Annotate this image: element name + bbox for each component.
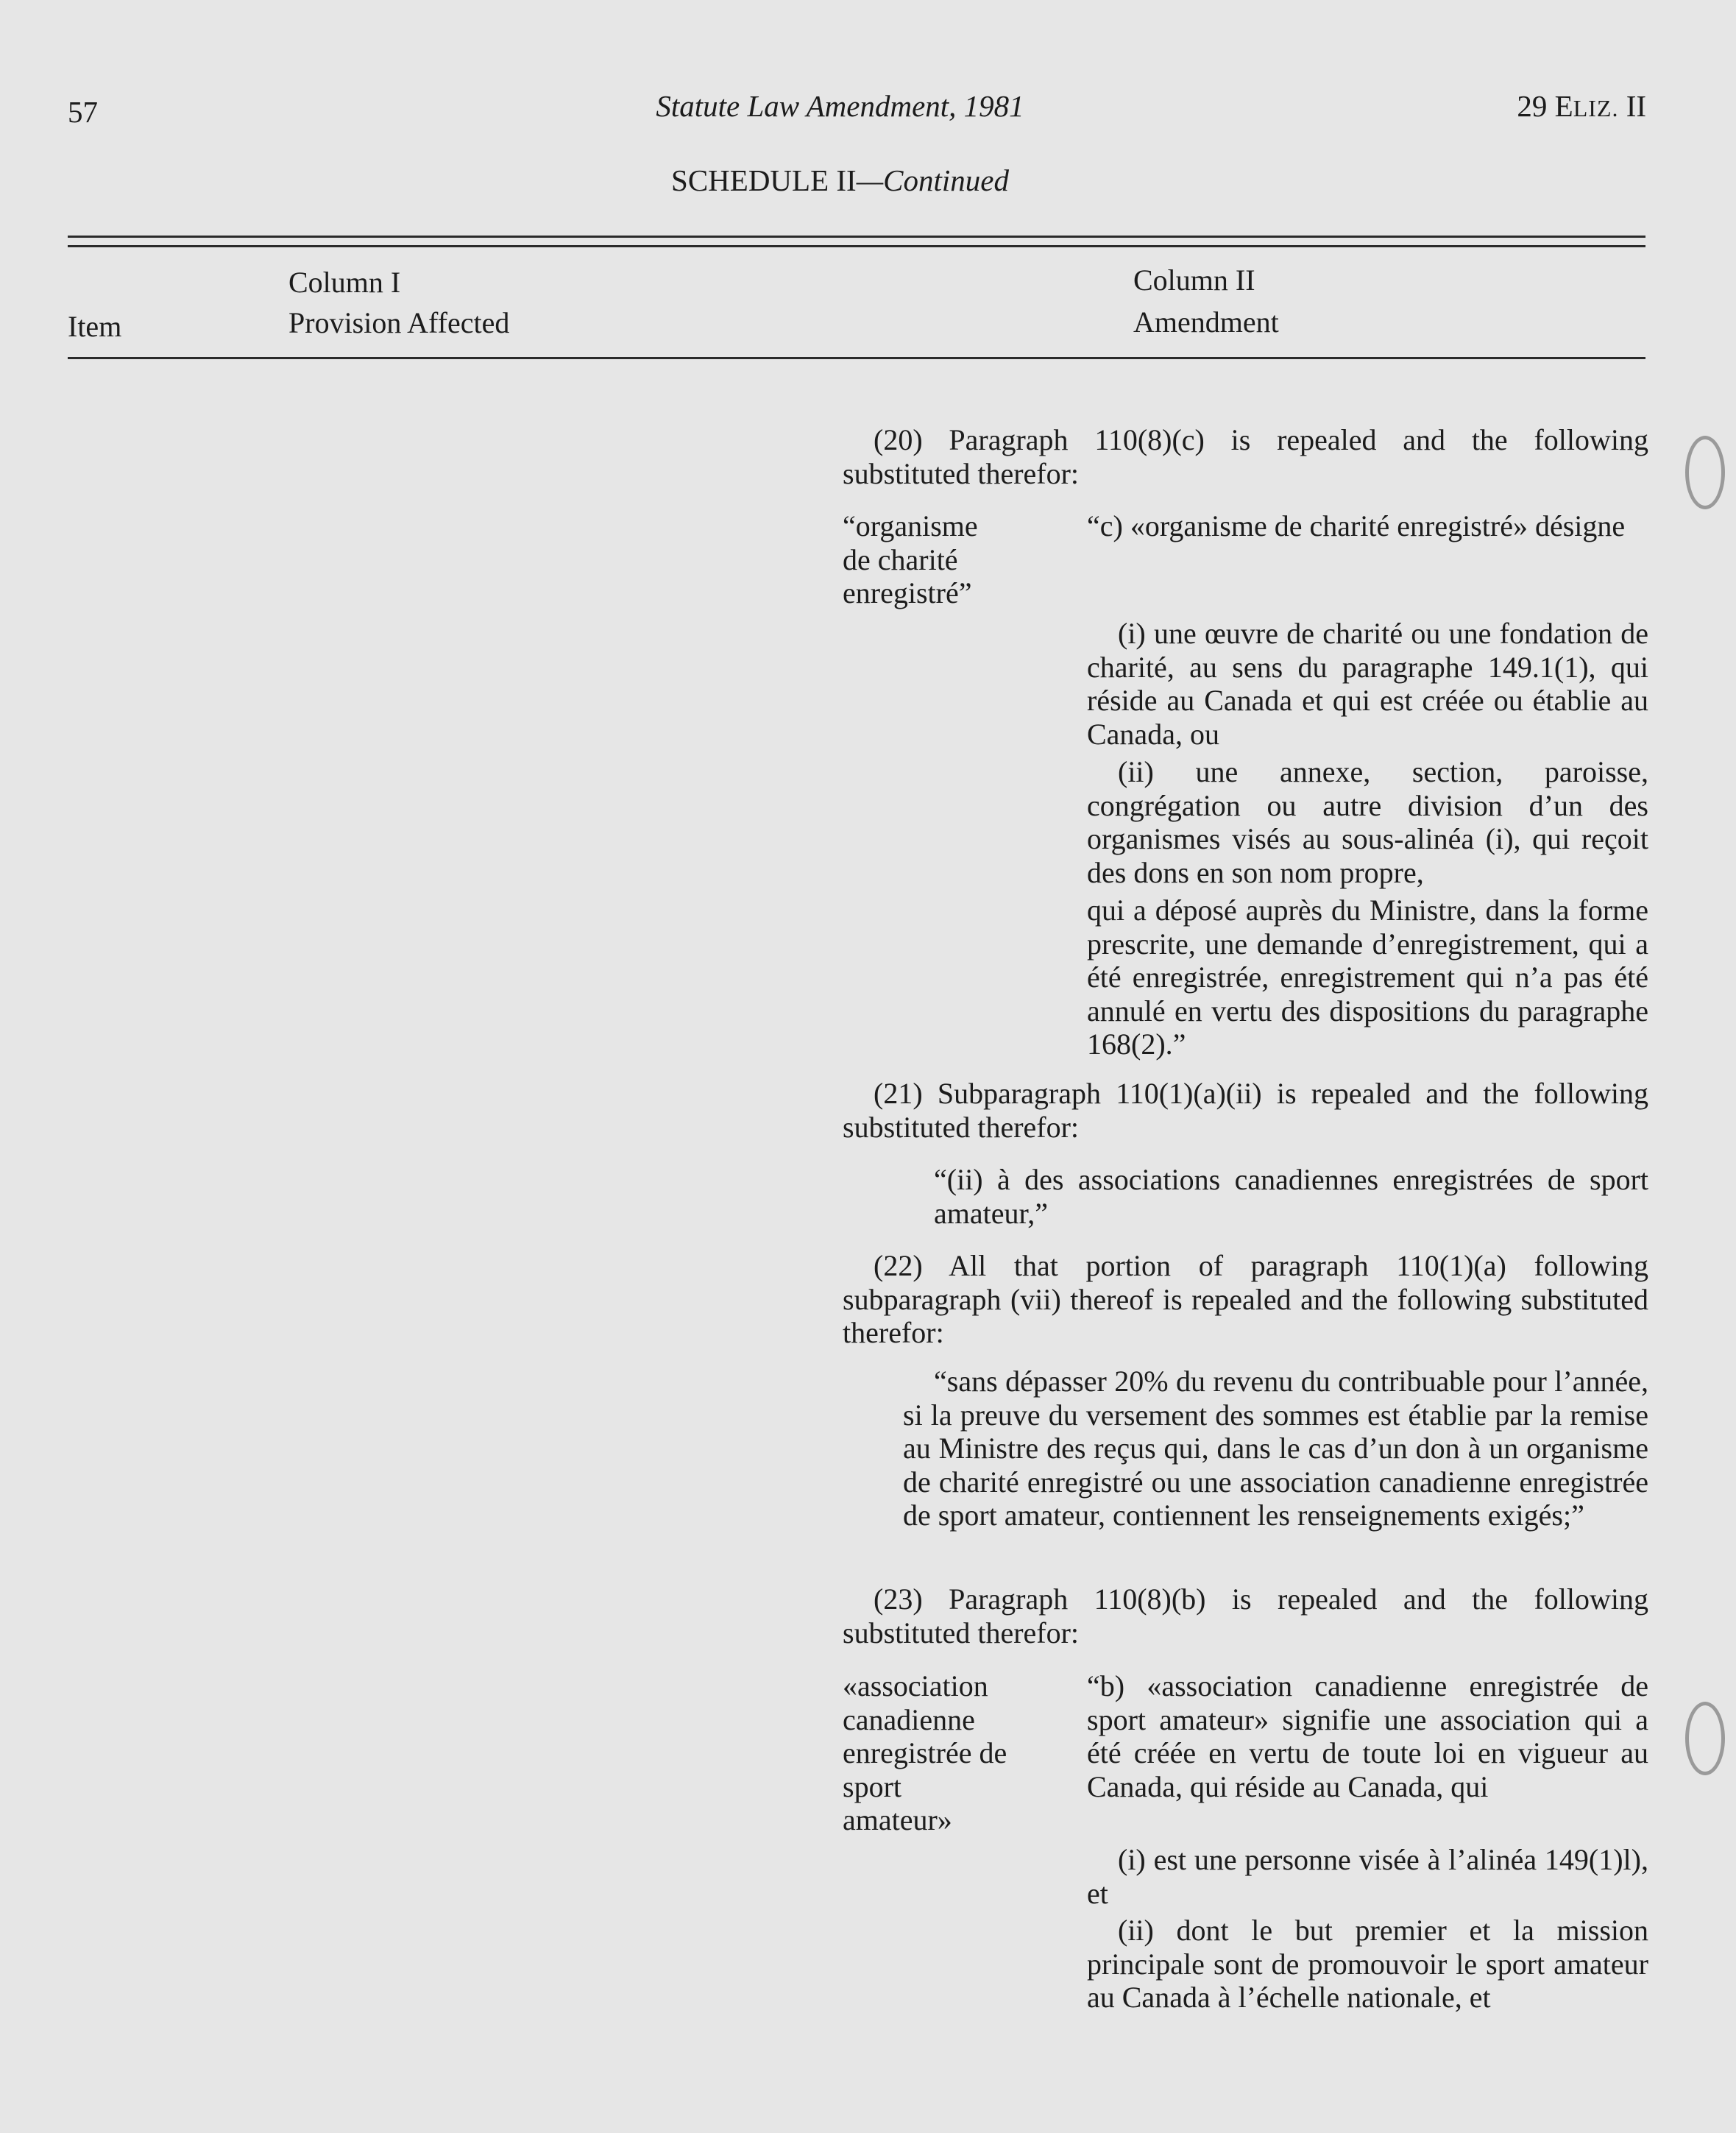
regnal-year (1517, 88, 1646, 127)
top-rule-1 (68, 236, 1645, 238)
binder-ring-icon (1685, 436, 1725, 509)
amendment-20-definition: “c) «organisme de charité enregistré» désigne (1087, 509, 1626, 542)
marginal-note-line: “organisme (843, 509, 978, 542)
column-2-subtitle: Amendment (1133, 305, 1279, 339)
amendment-20-closing: qui a déposé auprès du Ministre, dans la forme prescrite, une demande d’enregistrement, qui a été enregistrée, enregistrement qui n’a pas été annulé en vertu des dispositions du paragraphe 168(2).” (1087, 894, 1648, 1061)
marginal-note-line: enregistré” (843, 576, 972, 609)
marginal-note-line: de charité (843, 542, 958, 576)
schedule-title: SCHEDULE II (671, 163, 857, 197)
running-title-text: Statute Law Amendment, 1981 (656, 89, 1024, 123)
amendment-23-definition: “b) «association canadienne enregistrée de sport amateur» signifie une association qui a été créée en vertu de toute loi en vigueur au Canada, qui réside au Canada, qui (1087, 1669, 1648, 1803)
header-bottom-rule (68, 357, 1645, 359)
marginal-note-20 (843, 509, 1012, 610)
amendment-21-quote: “(ii) à des associations canadiennes enregistrées de sport amateur,” (934, 1163, 1648, 1230)
amendment-23-subparagraph-i: (i) est une personne visée à l’alinéa 149(1)l), et (1087, 1843, 1648, 1910)
column-1-title: Column I (288, 266, 401, 299)
amendment-20-subparagraph-ii: (ii) une annexe, section, paroisse, congrégation ou autre division d’un des organismes visés au sous-alinéa (i), qui reçoit des dons en son nom propre, (1087, 755, 1648, 889)
regnal-small: LIZ. (1573, 95, 1619, 121)
page-number: 57 (68, 95, 98, 129)
marginal-note-line: amateur» (843, 1803, 952, 1836)
amendment-20-intro: (20) Paragraph 110(8)(c) is repealed and the following substituted therefor: (843, 423, 1648, 490)
marginal-note-line: «association (843, 1669, 988, 1702)
amendment-20-subparagraph-i: (i) une œuvre de charité ou une fondation de charité, au sens du paragraphe 149.1(1), qui réside au Canada et qui est créée ou établie au Canada, ou (1087, 617, 1648, 751)
amendment-22-quote: “sans dépasser 20% du revenu du contribuable pour l’année, si la preuve du versement des sommes est établie par la remise au Ministre des reçus qui, dans le cas d’un don à un organisme de charité enregistré ou une association canadienne enregistrée de sport amateur, contiennent les renseignements exigés;” (903, 1365, 1648, 1532)
top-rule-2 (68, 245, 1645, 247)
amendment-22-intro: (22) All that portion of paragraph 110(1)(a) following subparagraph (vii) thereof is repealed and the following substituted therefor: (843, 1249, 1648, 1349)
regnal-prefix: 29 E (1517, 89, 1573, 123)
column-1-subtitle: Provision Affected (288, 306, 510, 339)
column-2-title: Column II (1133, 263, 1255, 297)
amendment-21-intro: (21) Subparagraph 110(1)(a)(ii) is repealed and the following substituted therefor: (843, 1077, 1648, 1144)
marginal-note-23 (843, 1669, 1034, 1837)
binder-ring-icon (1685, 1702, 1725, 1775)
schedule-continued: —Continued (856, 163, 1009, 197)
amendment-23-subparagraph-ii: (ii) dont le but premier et la mission principale sont de promouvoir le sport amateur au Canada à l’échelle nationale, et (1087, 1914, 1648, 2014)
regnal-suffix: II (1618, 89, 1646, 123)
marginal-note-line: canadienne (843, 1702, 975, 1736)
schedule-heading (0, 162, 1736, 199)
marginal-note-line: sport (843, 1769, 901, 1803)
running-title (0, 88, 1736, 124)
marginal-note-line: enregistrée de (843, 1736, 1007, 1769)
column-item-header: Item (68, 310, 122, 343)
amendment-23-intro: (23) Paragraph 110(8)(b) is repealed and the following substituted therefor: (843, 1582, 1648, 1649)
